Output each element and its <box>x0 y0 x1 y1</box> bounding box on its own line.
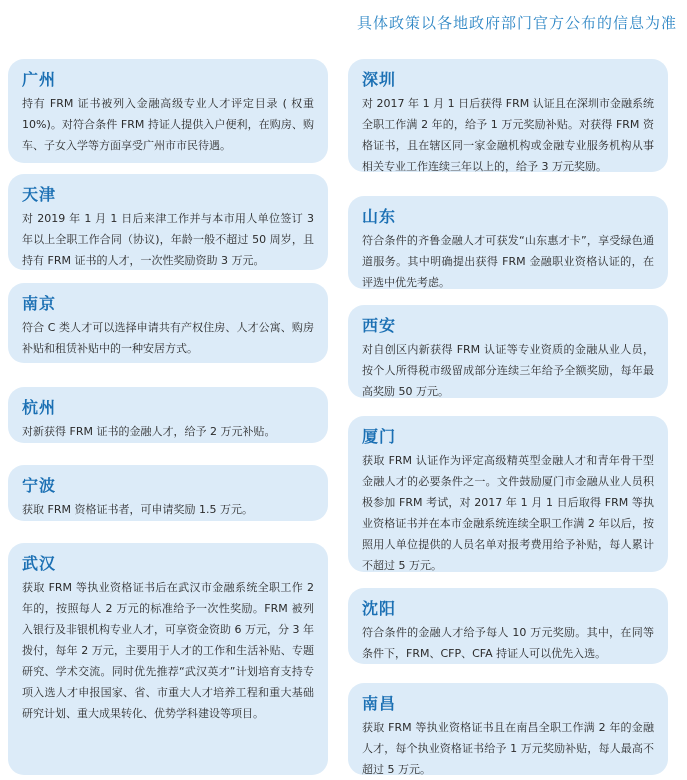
city-card-nanchang <box>348 683 668 775</box>
disclaimer-header: 具体政策以各地政府部门官方公布的信息为准 <box>356 14 677 32</box>
city-policy-text: 对新获得 FRM 证书的金融人才，给予 2 万元补贴。 <box>22 425 276 438</box>
city-card-shenzhen <box>348 59 668 172</box>
city-name: 天津 <box>22 185 57 204</box>
city-name: 西安 <box>362 316 397 335</box>
city-policy-text: 持有 FRM 证书被列入金融高级专业人才评定目录 ( 权重 10%)。对符合条件 FRM 持证人提供入户便利，在购房、购车、子女入学等方面享受广州市市民待遇。 <box>22 97 314 152</box>
city-name: 宁波 <box>22 476 57 495</box>
city-policy-text: 符合条件的金融人才给予每人 10 万元奖励。其中，在同等条件下，FRM、CFP、CFA 持证人可以优先入选。 <box>362 626 654 660</box>
city-policy-text: 对 2017 年 1 月 1 日后获得 FRM 认证且在深圳市金融系统全职工作满 2 年的，给予 1 万元奖励补贴。对获得 FRM 资格证书，且在辖区同一家金融机构或金融专业服务机构从事相关专业工作连续三年以上的，给予 3 万元奖励。 <box>362 97 654 173</box>
city-card-xiamen <box>348 416 668 572</box>
city-card-xian <box>348 305 668 398</box>
city-policy-text: 获取 FRM 认证作为评定高级精英型金融人才和青年骨干型金融人才的必要条件之一。文件鼓励厦门市金融从业人员积极参加 FRM 考试，对 2017 年 1 月 1 日后取得 FRM 等执业资格证书并在本市金融系统连续全职工作满 2 年以后，按照用人单位提供的人员名单对报考费用给予补贴，每人累计不超过 5 万元。 <box>362 454 654 572</box>
city-name: 杭州 <box>22 398 57 417</box>
city-policy-text: 符合条件的齐鲁金融人才可获发“山东惠才卡”，享受绿色通道服务。其中明确提出获得 FRM 金融职业资格认证的，在评选中优先考虑。 <box>362 234 654 289</box>
city-policy-text: 获取 FRM 等执业资格证书后在武汉市金融系统全职工作 2 年的，按照每人 2 万元的标准给予一次性奖励。FRM 被列入银行及非银机构专业人才，可享资金资助 6 万元，分 3 年拨付，每年 2 万元，主要用于人才的工作和生活补贴、专题研究、学术交流。同时优先推荐“武汉英才”计划培育支持专项入选人才申报国家、省、市重大人才培养工程和重大基础研究计划、重大成果转化、优势学科建设等项目。 <box>22 581 314 720</box>
city-policy-text: 对 2019 年 1 月 1 日后来津工作并与本市用人单位签订 3 年以上全职工作合同（协议)，年龄一般不超过 50 周岁，且持有 FRM 证书的人才，一次性奖励资助 3 万元。 <box>22 212 314 267</box>
city-card-wuhan <box>8 543 328 775</box>
city-card-tianjin <box>8 174 328 270</box>
city-card-nanjing <box>8 283 328 363</box>
city-name: 广州 <box>22 70 57 89</box>
city-card-ningbo <box>8 465 328 521</box>
city-name: 南京 <box>22 294 57 313</box>
city-policy-text: 对自创区内新获得 FRM 认证等专业资质的金融从业人员，按个人所得税市级留成部分连续三年给予全额奖励，每年最高奖励 50 万元。 <box>362 343 654 398</box>
city-name: 武汉 <box>22 554 57 573</box>
city-name: 沈阳 <box>362 599 397 618</box>
city-name: 山东 <box>362 207 397 226</box>
city-name: 南昌 <box>362 694 397 713</box>
city-policy-text: 符合 C 类人才可以选择申请共有产权住房、人才公寓、购房补贴和租赁补贴中的一种安居方式。 <box>22 321 314 355</box>
city-policy-text: 获取 FRM 资格证书者，可申请奖励 1.5 万元。 <box>22 503 253 516</box>
city-card-shenyang <box>348 588 668 664</box>
city-card-guangzhou <box>8 59 328 163</box>
city-name: 深圳 <box>362 70 397 89</box>
city-card-hangzhou <box>8 387 328 443</box>
city-card-shandong <box>348 196 668 289</box>
city-name: 厦门 <box>362 427 397 446</box>
city-policy-text: 获取 FRM 等执业资格证书且在南昌全职工作满 2 年的金融人才，每个执业资格证书给予 1 万元奖励补贴，每人最高不超过 5 万元。 <box>362 721 654 776</box>
